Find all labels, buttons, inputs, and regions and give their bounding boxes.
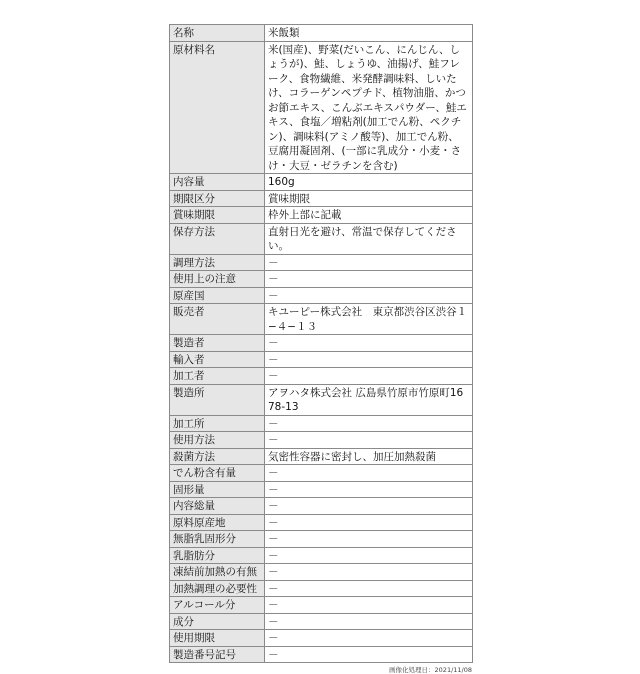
spec-label: 固形量	[170, 481, 265, 498]
spec-label: 製造所	[170, 384, 265, 415]
spec-row	[170, 465, 473, 482]
spec-value: 米(国産)、野菜(だいこん、にんじん、しょうが)、鮭、しょうゆ、油揚げ、鮭フレーク、食物繊維、米発酵調味料、しいたけ、コラーゲンペプチド、植物油脂、かつお節エキス、こんぶエキスパウダー、鮭エキス、食塩／増粘剤(加工でん粉、ペクチン)、調味料(アミノ酸等)、加工でん粉、豆腐用凝固剤、(一部に乳成分・小麦・さけ・大豆・ゼラチンを含む)	[265, 41, 473, 174]
spec-label: 保存方法	[170, 223, 265, 254]
spec-row	[170, 613, 473, 630]
spec-row	[170, 190, 473, 207]
spec-row	[170, 335, 473, 352]
spec-label: 名称	[170, 25, 265, 42]
spec-row	[170, 271, 473, 288]
spec-value: 直射日光を避け、常温で保存してください。	[265, 223, 473, 254]
spec-label: 無脂乳固形分	[170, 531, 265, 548]
spec-label: 使用期限	[170, 630, 265, 647]
spec-row	[170, 547, 473, 564]
spec-row	[170, 287, 473, 304]
spec-value: －	[265, 646, 473, 663]
spec-label: 使用上の注意	[170, 271, 265, 288]
spec-label: でん粉含有量	[170, 465, 265, 482]
spec-value: 賞味期限	[265, 190, 473, 207]
spec-row	[170, 368, 473, 385]
image-processing-date: 画像化処理日：2021/11/08	[389, 666, 472, 674]
spec-value: －	[265, 351, 473, 368]
spec-row	[170, 597, 473, 614]
spec-value: 160g	[265, 174, 473, 191]
spec-value: －	[265, 368, 473, 385]
spec-row	[170, 498, 473, 515]
spec-value: －	[265, 597, 473, 614]
spec-value: －	[265, 514, 473, 531]
spec-label: 調理方法	[170, 254, 265, 271]
spec-value: －	[265, 254, 473, 271]
spec-value: －	[265, 271, 473, 288]
spec-label: 期限区分	[170, 190, 265, 207]
spec-label: 成分	[170, 613, 265, 630]
spec-value: キユーピー株式会社 東京都渋谷区渋谷１−４−１３	[265, 304, 473, 335]
spec-label: 加工所	[170, 415, 265, 432]
spec-label: 原材料名	[170, 41, 265, 174]
spec-row	[170, 223, 473, 254]
spec-label: 内容量	[170, 174, 265, 191]
spec-value: －	[265, 415, 473, 432]
spec-value: －	[265, 335, 473, 352]
spec-row	[170, 646, 473, 663]
spec-label: 輸入者	[170, 351, 265, 368]
spec-label: 販売者	[170, 304, 265, 335]
spec-label: アルコール分	[170, 597, 265, 614]
spec-label: 内容総量	[170, 498, 265, 515]
spec-label: 原料原産地	[170, 514, 265, 531]
spec-value: －	[265, 630, 473, 647]
spec-label: 製造者	[170, 335, 265, 352]
spec-value: －	[265, 531, 473, 548]
spec-value: 米飯類	[265, 25, 473, 42]
spec-row	[170, 531, 473, 548]
spec-label: 乳脂肪分	[170, 547, 265, 564]
spec-value: －	[265, 564, 473, 581]
spec-value: 枠外上部に記載	[265, 207, 473, 224]
spec-row	[170, 174, 473, 191]
spec-row	[170, 41, 473, 174]
spec-label: 賞味期限	[170, 207, 265, 224]
spec-row	[170, 580, 473, 597]
spec-row	[170, 415, 473, 432]
spec-row	[170, 448, 473, 465]
spec-label: 凍結前加熱の有無	[170, 564, 265, 581]
spec-row	[170, 351, 473, 368]
spec-row	[170, 254, 473, 271]
spec-row	[170, 514, 473, 531]
spec-value: －	[265, 498, 473, 515]
spec-value: －	[265, 613, 473, 630]
spec-value: －	[265, 465, 473, 482]
spec-value: －	[265, 287, 473, 304]
spec-row	[170, 384, 473, 415]
spec-row	[170, 25, 473, 42]
spec-label: 殺菌方法	[170, 448, 265, 465]
spec-label: 加熱調理の必要性	[170, 580, 265, 597]
spec-table	[169, 24, 473, 663]
spec-row	[170, 207, 473, 224]
spec-value: 気密性容器に密封し、加圧加熱殺菌	[265, 448, 473, 465]
spec-value: －	[265, 432, 473, 449]
spec-row	[170, 304, 473, 335]
spec-table-body	[170, 25, 473, 663]
spec-value: アヲハタ株式会社 広島県竹原市竹原町1678-13	[265, 384, 473, 415]
spec-label: 加工者	[170, 368, 265, 385]
spec-value: －	[265, 481, 473, 498]
spec-value: －	[265, 547, 473, 564]
spec-row	[170, 564, 473, 581]
spec-label: 製造番号記号	[170, 646, 265, 663]
product-label-sheet	[169, 24, 472, 674]
spec-label: 使用方法	[170, 432, 265, 449]
spec-label: 原産国	[170, 287, 265, 304]
spec-row	[170, 432, 473, 449]
spec-value: －	[265, 580, 473, 597]
spec-row	[170, 481, 473, 498]
spec-row	[170, 630, 473, 647]
